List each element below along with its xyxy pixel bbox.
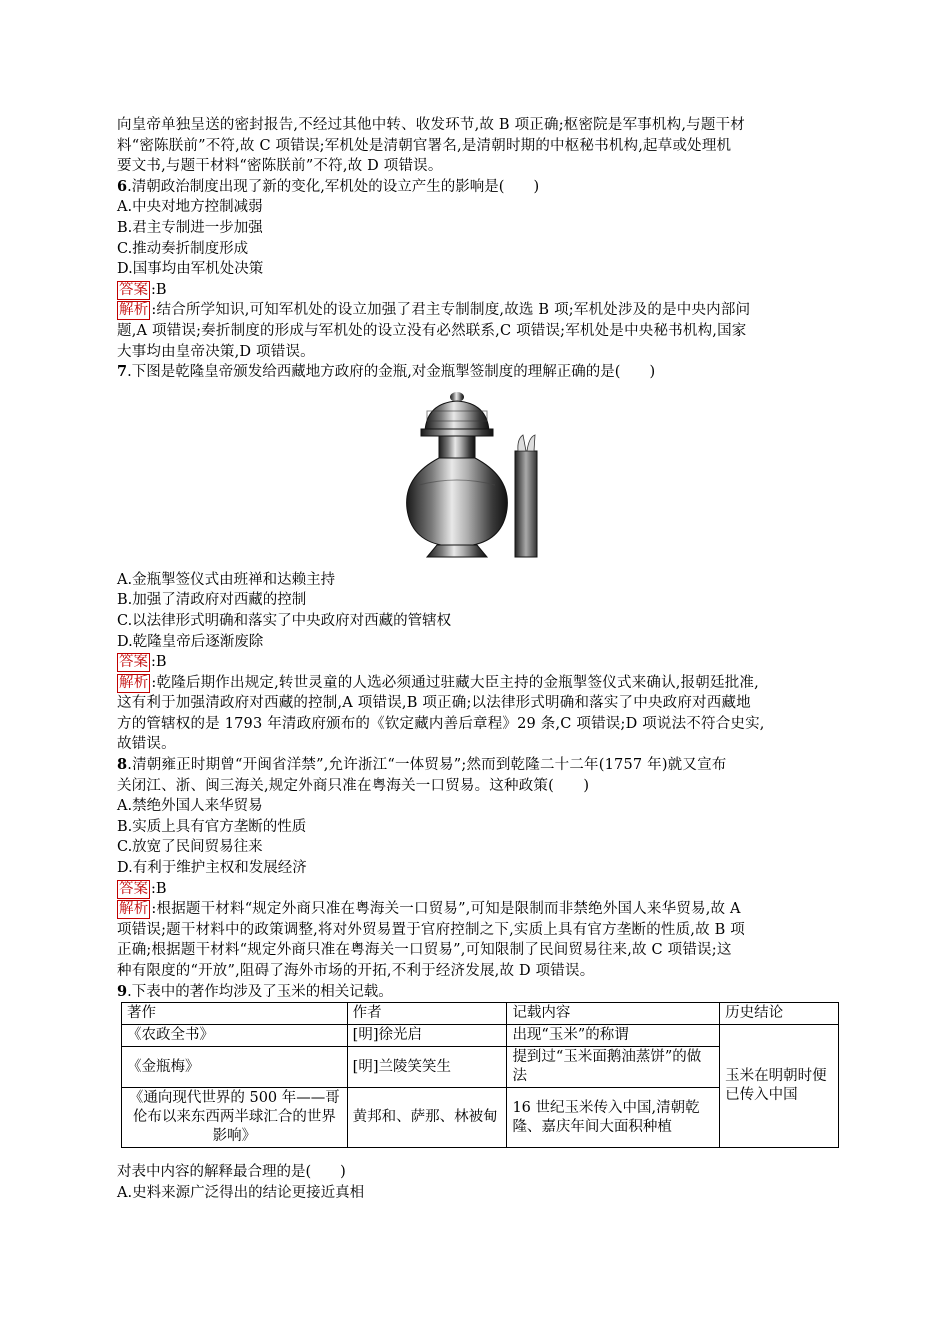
table-header: 历史结论	[720, 1003, 839, 1025]
table-header: 记载内容	[507, 1003, 720, 1025]
table-header-row	[122, 1003, 839, 1025]
option: B.实质上具有官方垄断的性质	[117, 818, 307, 835]
table-row	[122, 1025, 839, 1047]
table-cell: 《通向现代世界的 500 年——哥伦布以来东西两半球汇合的世界影响》	[122, 1088, 348, 1148]
question-number: 7	[117, 363, 128, 381]
analysis-tag: 解析	[119, 674, 149, 691]
question-number: 8	[117, 756, 128, 774]
answer-tag: 答案	[119, 654, 148, 671]
analysis-line: 题,A 项错误;奏折制度的形成与军机处的设立没有必然联系,C 项错误;军机处是中央秘书机构,国家	[117, 322, 747, 339]
golden-urn-figure	[397, 389, 557, 564]
table-header: 著作	[122, 1003, 348, 1025]
question-6	[117, 177, 833, 362]
question-stem	[117, 755, 833, 776]
document-page	[117, 115, 833, 1203]
answer-line	[117, 280, 833, 301]
table-cell: 提到过“玉米面鹅油蒸饼”的做法	[507, 1047, 720, 1088]
analysis-text: :乾隆后期作出规定,转世灵童的人选必须通过驻藏大臣主持的金瓶掣签仪式来确认,报朝廷批准,	[151, 674, 759, 691]
answer-value: :B	[151, 281, 167, 298]
option: B.加强了清政府对西藏的控制	[117, 592, 307, 609]
option: C.以法律形式明确和落实了中央政府对西藏的管辖权	[117, 612, 452, 629]
intro-line: 料“密陈朕前”不符,故 C 项错误;军机处是清朝官署名,是清朝时期的中枢秘书机构,起草或处理机	[117, 137, 732, 154]
option: C.推动奏折制度形成	[117, 240, 249, 257]
question-stem	[117, 177, 833, 198]
analysis-line: 方的管辖权的是 1793 年清政府颁布的《钦定藏内善后章程》29 条,C 项错误;D 项说法不符合史实,	[117, 715, 765, 732]
question-8	[117, 755, 833, 982]
analysis-tag: 解析	[119, 901, 149, 918]
question-stem	[117, 362, 833, 383]
option: A.史料来源广泛得出的结论更接近真相	[117, 1184, 365, 1201]
table-cell: [明]兰陵笑笑生	[347, 1047, 507, 1088]
analysis-line	[117, 899, 833, 920]
table-cell: [明]徐光启	[347, 1025, 507, 1047]
conclusion-cell: 玉米在明朝时便已传入中国	[720, 1025, 839, 1148]
option: D.有利于维护主权和发展经济	[117, 860, 307, 877]
table-cell: 16 世纪玉米传入中国,清朝乾隆、嘉庆年间大面积种植	[507, 1088, 720, 1148]
option: D.国事均由军机处决策	[117, 261, 264, 278]
analysis-line	[117, 300, 833, 321]
question-9	[117, 982, 833, 1204]
analysis-line: 大事均由皇帝决策,D 项错误。	[117, 343, 315, 360]
stem-text: .清朝政治制度出现了新的变化,军机处的设立产生的影响是( )	[127, 178, 540, 195]
analysis-line: 项错误;题干材料中的政策调整,将对外贸易置于官府控制之下,实质上具有官方垄断的性质,故 B 项	[117, 921, 745, 938]
answer-tag: 答案	[119, 281, 148, 298]
analysis-line: 种有限度的“开放”,阻碍了海外市场的开拓,不利于经济发展,故 D 项错误。	[117, 963, 595, 979]
analysis-line	[117, 673, 833, 694]
option: A.禁绝外国人来华贸易	[117, 798, 263, 815]
option: C.放宽了民间贸易往来	[117, 839, 263, 856]
option: A.中央对地方控制减弱	[117, 199, 263, 216]
stem-text: .清朝雍正时期曾“开闽省洋禁”,允许浙江“一体贸易”;然而到乾隆二十二年(1757 年)就又宣布	[127, 757, 727, 774]
intro-line: 向皇帝单独呈送的密封报告,不经过其他中转、收发环节,故 B 项正确;枢密院是军事机构,与题干材	[117, 117, 745, 133]
answer-line	[117, 879, 833, 900]
question-7	[117, 362, 833, 755]
answer-value: :B	[151, 880, 167, 897]
analysis-line: 正确;根据题干材料“规定外商只准在粤海关一口贸易”,可知限制了民间贸易往来,故 C 项错误;这	[117, 942, 732, 959]
question-text: 对表中内容的解释最合理的是( )	[117, 1164, 346, 1181]
stem-text: .下图是乾隆皇帝颁发给西藏地方政府的金瓶,对金瓶掣签制度的理解正确的是( )	[127, 364, 656, 381]
golden-urn-image	[397, 389, 557, 564]
question-number: 9	[117, 982, 128, 1000]
analysis-tag: 解析	[119, 302, 149, 319]
question-stem-cont: 关闭江、浙、闽三海关,规定外商只准在粤海关一口贸易。这种政策( )	[117, 777, 590, 794]
table-cell: 《金瓶梅》	[122, 1047, 348, 1088]
answer-tag: 答案	[119, 880, 148, 897]
analysis-line: 故错误。	[117, 736, 176, 753]
option: B.君主专制进一步加强	[117, 219, 263, 236]
analysis-text: :根据题干材料“规定外商只准在粤海关一口贸易”,可知是限制而非禁绝外国人来华贸易,故 A	[151, 901, 741, 918]
corn-records-table	[121, 1002, 839, 1148]
question-number: 6	[117, 177, 128, 195]
stem-text: .下表中的著作均涉及了玉米的相关记载。	[127, 983, 393, 1000]
answer-line	[117, 652, 833, 673]
intro-line: 要文书,与题干材料“密陈朕前”不符,故 D 项错误。	[117, 158, 443, 175]
analysis-text: :结合所学知识,可知军机处的设立加强了君主专制制度,故选 B 项;军机处涉及的是中央内部问	[151, 302, 751, 319]
table-header: 作者	[347, 1003, 507, 1025]
option: A.金瓶掣签仪式由班禅和达赖主持	[117, 571, 336, 588]
question-stem	[117, 982, 833, 1003]
option: D.乾隆皇帝后逐渐废除	[117, 633, 264, 650]
table-cell: 黄邦和、萨那、林被甸	[347, 1088, 507, 1148]
answer-value: :B	[151, 654, 167, 671]
table-cell: 《农政全书》	[122, 1025, 348, 1047]
analysis-line: 这有利于加强清政府对西藏的控制,A 项错误,B 项正确;以法律形式明确和落实了中央政府对西藏地	[117, 695, 751, 712]
table-cell: 出现“玉米”的称谓	[507, 1025, 720, 1047]
